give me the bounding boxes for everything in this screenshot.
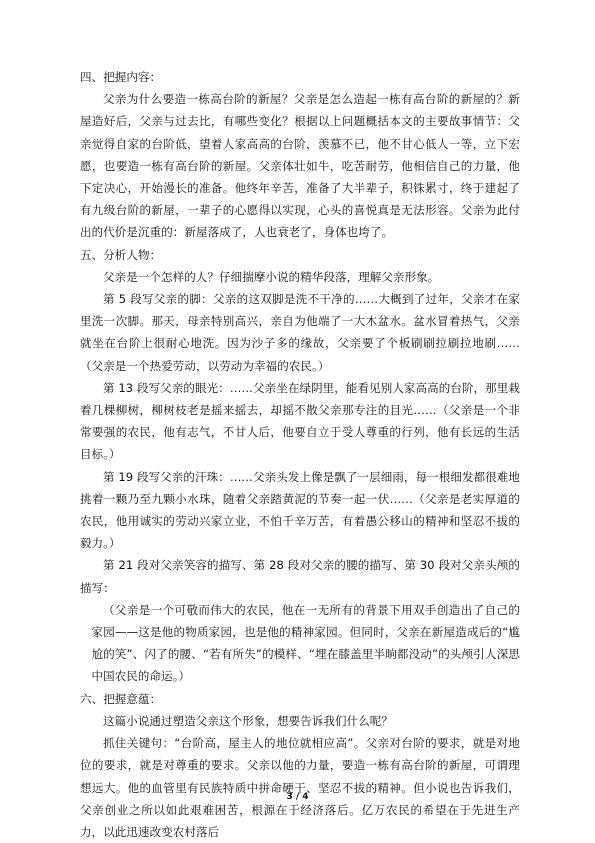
section-5-heading: 五、分析人物：	[80, 247, 162, 262]
section-4-heading: 四、把握内容：	[80, 70, 162, 84]
page-content	[80, 66, 520, 843]
section-4-paragraph: 父亲为什么要造一栋高台阶的新屋？父亲是怎么造起一栋有高台阶的新屋的？新屋造好后，父亲与过去比，有哪些变化？根据以上问题概括本文的主要故事情节：父亲觉得自家的台阶低，望着人家高高的台阶，羡慕不已，他不甘心低人一等，立下宏愿，也要造一栋有高台阶的新屋。父亲体壮如牛，吃苦耐劳，他相信自己的力量，他下定决心，开始漫长的准备。他终年辛苦，准备了大半辈子，积铢累寸，终于建起了有九级台阶的新屋，一辈子的心愿得以实现，心头的喜悦真是无法形容。父亲为此付出的代价是沉重的：新屋落成了，人也衰老了，身体也垮了。	[80, 92, 520, 240]
section-5-intro: 父亲是一个怎样的人？仔细揣摩小说的精华段落，理解父亲形象。	[103, 269, 440, 284]
section-6-paragraph: 抓住关键句：“台阶高，屋主人的地位就相应高”。父亲对台阶的要求，就是对地位的要求，就是对尊重的要求。父亲以他的力量，要造一栋有高台阶的新屋，可谓理想远大。他的血管里有民族特质中拼命硬干、坚忍不拔的精神。但小说也告诉我们，父亲创业之所以如此艰难困苦，根源在于经济落后。亿万农民的希望在于先进生产力，以此迅速改变农村落后	[80, 736, 520, 839]
page-number: 3 / 4	[286, 792, 309, 802]
paragraph-father-sweat: 第 19 段写父亲的汗珠：……父亲头发上像是飘了一层细雨，每一根细发都很难地挑着一颗乃至九颗小水珠，随着父亲踏黄泥的节奏一起一伏……（父亲是老实厚道的农民，他用诚实的劳动兴家立业，不怕千辛万苦，有着愚公移山的精神和坚忍不拔的毅力。）	[80, 469, 520, 551]
section-6-heading: 六、把握意蕴：	[80, 691, 162, 706]
paragraph-father-eyes: 第 13 段写父亲的眼光：……父亲坐在绿阴里，能看见别人家高高的台阶，那里栽着几棵柳树，柳树枝老是摇来摇去，却摇不散父亲那专注的目光……（父亲是一个非常要强的农民，他有志气，不甘人后，他要自立于受人尊重的行列，他有长远的生活目标。）	[80, 380, 520, 462]
paragraph-father-other-descriptions: 第 21 段对父亲笑容的描写、第 28 段对父亲的腰的描写、第 30 段对父亲头颅的描写：	[80, 558, 520, 595]
paragraph-father-conclusion: （父亲是一个可敬而伟大的农民，他在一无所有的背景下用双手创造出了自己的家园——这是他的物质家园，也是他的精神家园。但同时，父亲在新屋造成后的“尴尬的笑”、闪了的腰、“若有所失”的模样、“埋在膝盖里半晌都没动”的头颅引人深思中国农民的命运。）	[91, 602, 520, 684]
paragraph-father-feet: 第 5 段写父亲的脚：父亲的这双脚是洗不干净的……大概到了过年，父亲才在家里洗一次脚。那天，母亲特别高兴，亲自为他端了一大木盆水。盆水冒着热气，父亲就坐在台阶上很耐心地洗。因为沙子多的缘故，父亲要了个板刷刷拉刷拉地刷……（父亲是一个热爱劳动，以劳动为幸福的农民。）	[80, 292, 520, 373]
section-6-question: 这篇小说通过塑造父亲这个形象，想要告诉我们什么呢？	[103, 713, 393, 728]
